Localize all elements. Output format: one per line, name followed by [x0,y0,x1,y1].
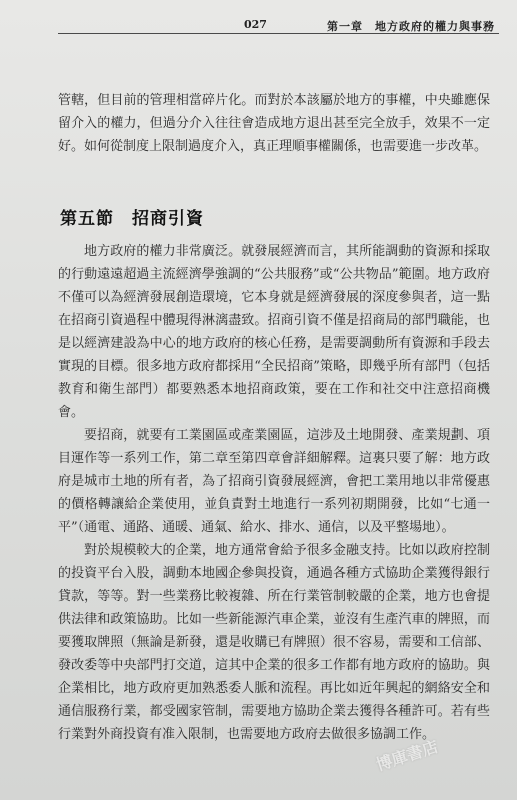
top-paragraph-block [58,89,490,158]
header-rule [58,33,499,34]
paragraph-3: 對於規模較大的企業，地方通常會給予很多金融支持。比如以政府控制的投資平台入股，調動本地國企參與投資，通過各種方式協助企業獲得銀行貸款，等等。對一些業務比較複雜、所在行業管制較嚴的企業，地方也會提供法律和政策協助。比如一些新能源汽車企業，並沒有生產汽車的牌照，而要獲取牌照（無論是新發，還是收購已有牌照）很不容易，需要和工信部、發改委等中央部門打交道，這其中企業的很多工作都有地方政府的協助。與企業相比，地方政府更加熟悉委人脈和流程。再比如近年興起的網絡安全和通信服務行業，都受國家管制，需要地方協助企業去獲得各種許可。若有些行業對外商投資有准入限制，也需要地方政府去做很多協調工作。 [58,543,490,742]
paragraph-1: 地方政府的權力非常廣泛。就發展經濟而言，其所能調動的資源和採取的行動遠遠超過主流經濟學強調的“公共服務”或“公共物品”範圍。地方政府不僅可以為經濟發展創造環境，它本身就是經濟發展的深度參與者，這一點在招商引資過程中體現得淋漓盡致。招商引資不僅是招商局的部門職能，也是以經濟建設為中心的地方政府的核心任務，是需要調動所有資源和手段去實現的目標。很多地方政府都採用“全民招商”策略，即幾乎所有部門（包括教育和衛生部門）都要熟悉本地招商政策，要在工作和社交中注意招商機會。 [58,244,490,420]
top-paragraph: 管轄，但目前的管理相當碎片化。而對於本該屬於地方的事權，中央雖應保留介入的權力，但過分介入往往會造成地方退出甚至完全放手，效果不一定好。如何從制度上限制過度介入，真正理順事權關係，也需要進一步改革。 [58,93,490,154]
section-body [58,240,490,746]
watermark-text: 博庫書店 [373,736,441,775]
paragraph-2: 要招商，就要有工業園區或產業園區，這涉及土地開發、產業規劃、項目運作等一系列工作，第二章至第四章會詳細解釋。這裏只要了解：地方政府是城市土地的所有者，為了招商引資發展經濟，會把工業用地以非常優惠的價格轉讓給企業使用，並負責對土地進行一系列初期開發，比如“七通一平”（通電、通路、通暖、通氣、給水、排水、通信，以及平整場地）。 [58,428,490,535]
page-number: 027 [244,18,267,31]
section-heading: 第五節 招商引資 [60,209,204,229]
running-head: 第一章 地方政府的權力與事務 [327,20,495,33]
